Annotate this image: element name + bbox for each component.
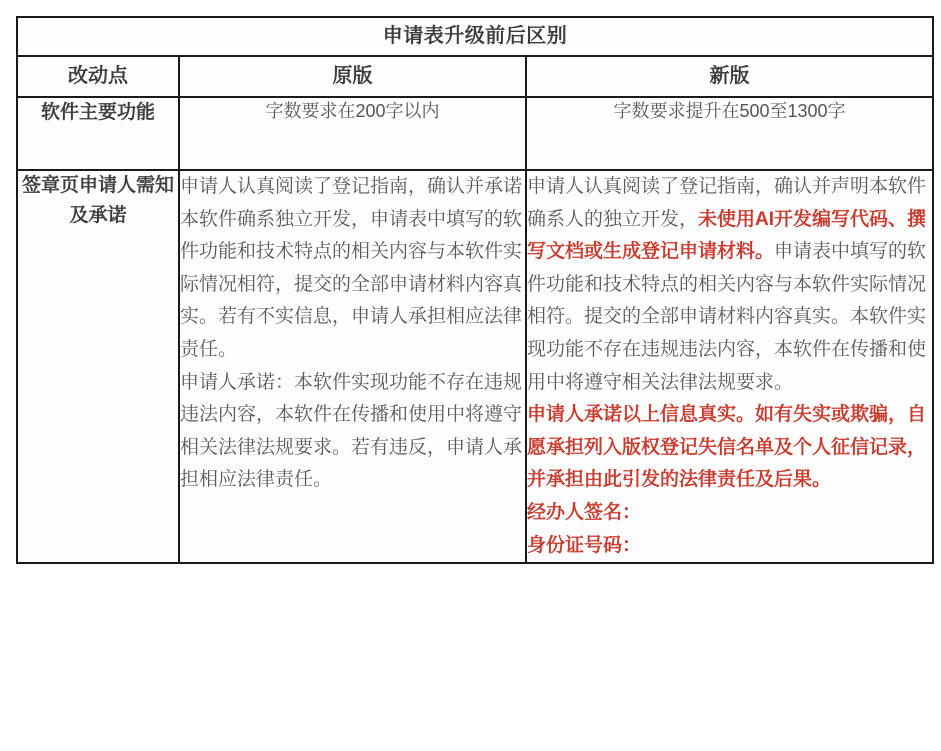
header-old-version-label: 原版 [332, 65, 373, 87]
cell-old-main-function [179, 97, 526, 170]
header-change-point-label: 改动点 [68, 65, 128, 87]
old-paragraph-1: 申请人认真阅读了登记指南，确认并承诺本软件确系独立开发，申请表中填写的软件功能和技术特点的相关内容与本软件实际情况相符，提交的全部申请材料内容真实。若有不实信息，申请人承担相应法律责任。 [180, 176, 523, 360]
table-header-row [17, 56, 933, 97]
new-main-function-text: 字数要求提升在500至1300字 [613, 101, 846, 121]
table-row [17, 97, 933, 170]
table-title-cell [17, 17, 933, 56]
new-segment-plain-2: 申请表中填写的软件功能和技术特点的相关内容与本软件实际情况相符。提交的全部申请材料内容真实。本软件实现功能不存在违规违法内容，本软件在传播和使用中将遵守相关法律法规要求。 [527, 241, 927, 393]
header-change-point [17, 56, 179, 97]
new-segment-plain-1: 申请人认真阅读了登记指南，确认并声明本软件确系人的独立开发， [527, 176, 927, 230]
header-new-version [526, 56, 933, 97]
cell-new-main-function [526, 97, 933, 170]
new-paragraph-2-emphasis: 申请人承诺以上信息真实。如有失实或欺骗，自愿承担列入版权登记失信名单及个人征信记录，并承担由此引发的法律责任及后果。 [527, 404, 927, 491]
new-paragraph-handler-signature: 经办人签名： [527, 501, 642, 523]
table-row [17, 170, 933, 563]
header-new-version-label: 新版 [709, 65, 750, 87]
row-label-main-function: 软件主要功能 [40, 102, 155, 123]
old-paragraph-2: 申请人承诺：本软件实现功能不存在违规违法内容，本软件在传播和使用中将遵守相关法律法规要求。若有违反，申请人承担相应法律责任。 [180, 371, 523, 491]
new-paragraph-id-number: 身份证号码： [527, 534, 642, 556]
old-signature-commitment-text [180, 171, 525, 497]
comparison-table [16, 16, 934, 564]
row-label-signature-page: 签章页申请人需知及承诺 [21, 175, 174, 226]
old-main-function-text: 字数要求在200字以内 [265, 101, 440, 121]
new-paragraph-1 [527, 171, 932, 399]
row-label-signature-page-cell [17, 170, 179, 563]
table-title-row [17, 17, 933, 56]
cell-old-signature-commitment [179, 170, 526, 563]
row-label-main-function-cell [17, 97, 179, 170]
new-signature-commitment-text [527, 171, 932, 562]
cell-new-signature-commitment [526, 170, 933, 563]
new-segment-emphasis-ai: 未使用AI开发编写代码、撰写文档或生成登记申请材料。 [527, 208, 927, 263]
header-old-version [179, 56, 526, 97]
table-title: 申请表升级前后区别 [382, 25, 568, 47]
